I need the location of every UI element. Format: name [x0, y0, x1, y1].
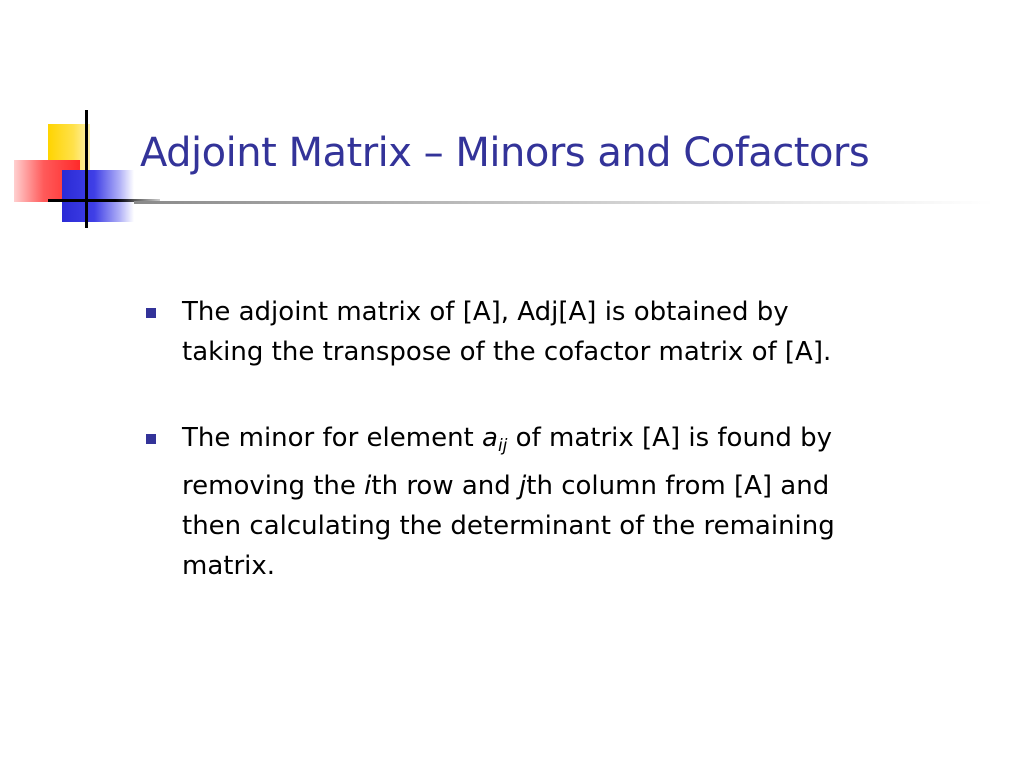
bullet-2-line-2-post: th column from [A] and [526, 471, 830, 501]
logo-blue-square [62, 170, 134, 222]
subscript-ij: ij [497, 436, 508, 456]
bullet-item-minor [140, 418, 970, 586]
bullet-2-text-post: of matrix [A] is found by [507, 423, 833, 453]
title-underline [134, 201, 994, 204]
bullet-list [140, 292, 970, 632]
bullet-2-line-1 [182, 418, 970, 466]
bullet-1-line-1: The adjoint matrix of [A], Adj[A] is obtained by [182, 297, 789, 327]
variable-i: i [364, 471, 372, 501]
variable-j: j [519, 471, 527, 501]
bullet-2-line-2-pre: removing the [182, 471, 365, 501]
slide-logo [0, 0, 160, 240]
slide-title: Adjoint Matrix – Minors and Cofactors [140, 130, 870, 176]
bullet-2-line-2 [182, 466, 970, 506]
bullet-2-line-4: matrix. [182, 551, 276, 581]
bullet-2-line-3: then calculating the determinant of the remaining [182, 511, 835, 541]
logo-vertical-line [85, 110, 88, 228]
square-bullet-icon [146, 308, 156, 318]
square-bullet-icon [146, 434, 156, 444]
variable-a: a [482, 423, 498, 453]
bullet-item-adjoint [140, 292, 970, 372]
bullet-1-line-2: taking the transpose of the cofactor matrix of [A]. [182, 337, 832, 367]
bullet-2-text-pre: The minor for element [182, 423, 483, 453]
bullet-2-line-2-mid: th row and [371, 471, 520, 501]
